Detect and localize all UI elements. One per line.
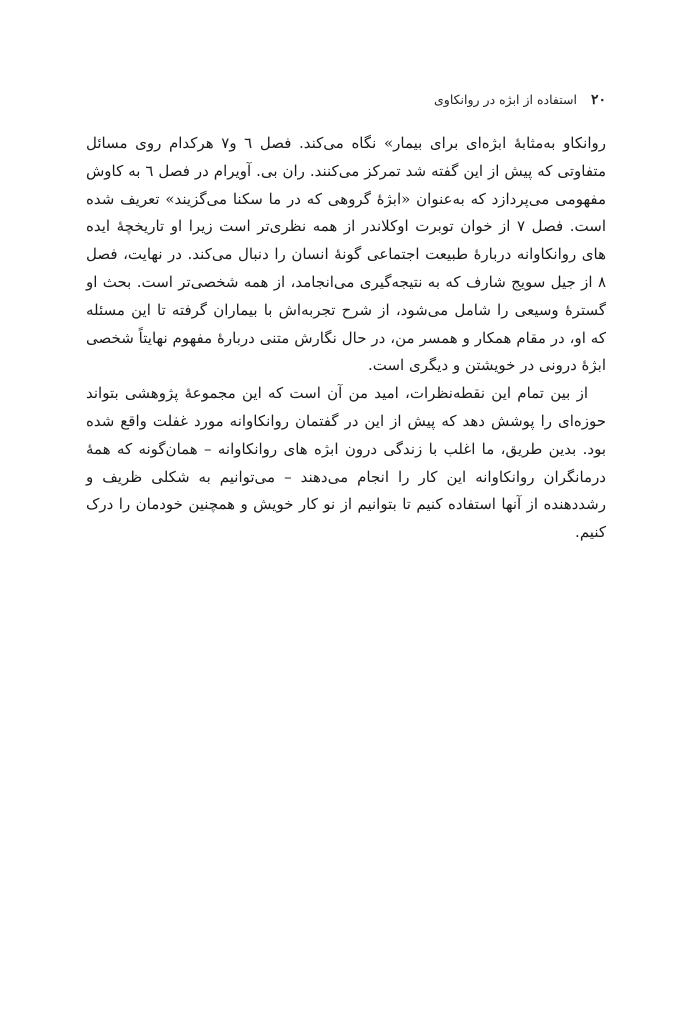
page-number: ۲۰ [590, 92, 606, 108]
paragraph: روانکاو به‌مثابهٔ ابژه‌ای برای بیمار» نگاه می‌کند. فصل ٦ و۷ هرکدام روی مسائل متفاوتی که پیش از این گفته شد تمرکز می‌کنند. ران بی. آویرام در فصل ٦ به کاوش مفهومی می‌پردازد که به‌عنوان «ابژهٔ گروهی که در ما سکنا می‌گزیند» تعریف شده است. فصل ۷ از خوان تو‌برت اوکلاندر از همه نظری‌تر است زیرا او تاریخچهٔ ایده های روانکاوانه دربارهٔ طبیعت اجتماعی گونهٔ انسان را دنبال می‌کند. در نهایت، فصل ۸ از جیل سویج شارف که به نتیجه‌گیری می‌انجامد، از همه شخصی‌تر است. بحث او گسترهٔ وسیعی را شامل می‌شود، از شرح تجربه‌اش با بیماران گرفته تا این مسئله که او، در مقام همکار و همسر من، در حال نگارش متنی دربارهٔ مفهوم نهایتاً شخصی ابژهٔ درونی در خویشتن و دیگری است. [86, 134, 606, 375]
running-header [434, 92, 606, 108]
body-text [86, 130, 606, 547]
paragraph: از بین تمام این نقطه‌نظرات، امید من آن است که این مجموعهٔ پژوهشی بتواند حوزه‌ای را پوشش دهد که پیش از این در گفتمان روانکاوانه مورد غفلت واقع شده بود. بدین طریق، ما اغلب با زندگی درون ابژه های روانکاوانه – همان‌گونه که همهٔ درمانگران روانکاوانه این کار را انجام می‌دهند – می‌توانیم به شکلی ظریف و رشددهنده از آنها استفاده کنیم تا بتوانیم از نو کار خویش و همچنین خودمان را درک کنیم. [86, 384, 606, 542]
running-title: استفاده از ابژه در روانکاوی [434, 92, 577, 107]
